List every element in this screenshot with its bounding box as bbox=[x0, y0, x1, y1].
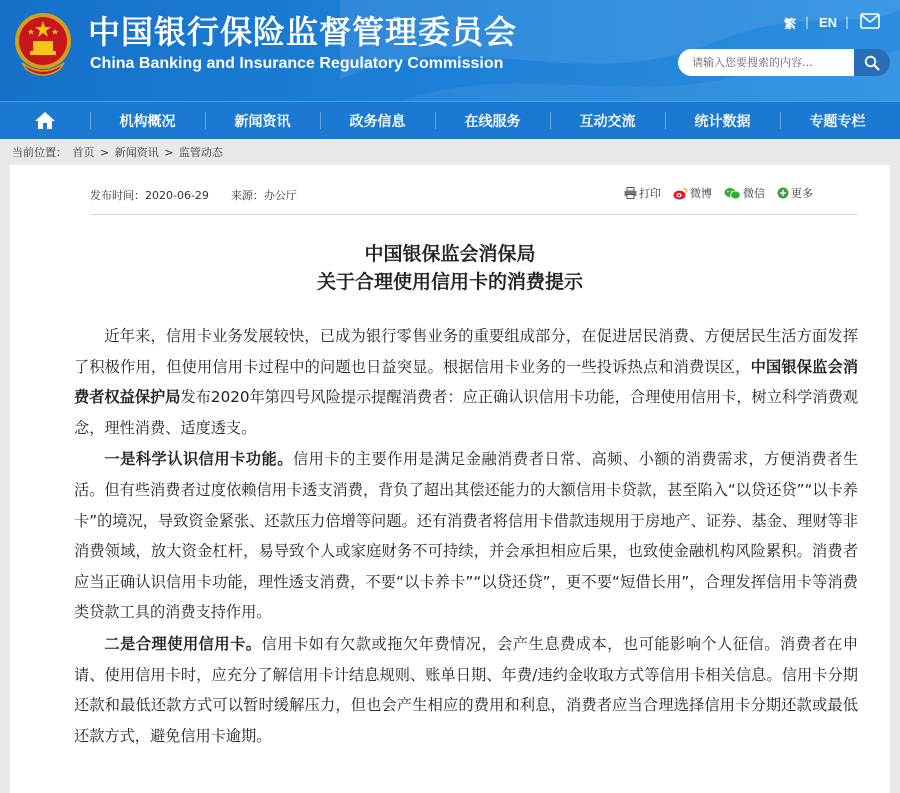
nav-item-statistics[interactable]: 统计数据 bbox=[665, 102, 780, 139]
breadcrumb-current[interactable]: 监管动态 bbox=[178, 146, 223, 159]
search-button[interactable] bbox=[854, 49, 890, 76]
meta-divider bbox=[90, 214, 858, 215]
print-button[interactable] bbox=[624, 185, 661, 201]
english-link[interactable]: EN bbox=[819, 15, 838, 30]
mail-icon[interactable] bbox=[860, 13, 880, 29]
share-toolbar bbox=[624, 185, 825, 201]
breadcrumb bbox=[12, 144, 225, 160]
nav-item-government-info[interactable]: 政务信息 bbox=[320, 102, 435, 139]
source-label: 来源： bbox=[230, 189, 264, 202]
article-paragraph: 一是科学认识信用卡功能。信用卡的主要作用是满足金融消费者日常、高频、小额的消费需求，方便消费者生活。但有些消费者过度依赖信用卡透支消费，背负了超出其偿还能力的大额信用卡贷款，甚至陷入“以贷还贷”“以卡养卡”的境况，导致资金紧张、还款压力倍增等问题。还有消费者将信用卡借款违规用于房地产、证券、基金、理财等非消费领域，放大资金杠杆，易导致个人或家庭财务不可持续，并会承担相应后果，也致使金融机构风险累积。消费者应当正确认识信用卡功能，理性透支消费，不要“以卡养卡”“以贷还贷”，更不要“短借长用”，合理发挥信用卡等消费类贷款工具的消费支持作用。 bbox=[74, 450, 859, 622]
nav-home[interactable] bbox=[0, 102, 90, 139]
language-separator: | bbox=[845, 15, 850, 29]
traditional-chinese-link[interactable]: 繁 bbox=[784, 17, 797, 31]
article-title-line2: 关于合理使用信用卡的消费提示 bbox=[316, 271, 583, 293]
nav-item-news[interactable]: 新闻资讯 bbox=[205, 102, 320, 139]
more-label: 更多 bbox=[791, 187, 813, 200]
breadcrumb-home[interactable]: 首页 bbox=[72, 146, 95, 159]
search-box bbox=[678, 49, 890, 76]
nav-item-topics[interactable]: 专题专栏 bbox=[780, 102, 895, 139]
wechat-label: 微信 bbox=[743, 187, 765, 200]
search-input[interactable] bbox=[678, 49, 856, 76]
national-emblem-icon bbox=[12, 9, 74, 79]
printer-icon bbox=[624, 187, 637, 199]
nav-item-online-services[interactable]: 在线服务 bbox=[435, 102, 550, 139]
breadcrumb-separator: > bbox=[100, 146, 110, 159]
share-wechat-button[interactable] bbox=[724, 185, 765, 201]
nav-item-interaction[interactable]: 互动交流 bbox=[550, 102, 665, 139]
print-label: 打印 bbox=[639, 187, 661, 200]
main-nav bbox=[0, 101, 900, 139]
plus-circle-icon bbox=[777, 187, 789, 199]
publish-label: 发布时间： bbox=[90, 189, 145, 202]
article-panel bbox=[10, 165, 890, 793]
wechat-icon bbox=[724, 187, 741, 200]
weibo-label: 微博 bbox=[690, 187, 712, 200]
article-paragraph: 近年来，信用卡业务发展较快，已成为银行零售业务的重要组成部分，在促进居民消费、方便居民生活方面发挥了积极作用，但使用信用卡过程中的问题也日益突显。根据信用卡业务的一些投诉热点和消费误区，中国银保监会消费者权益保护局发布2020年第四号风险提示提醒消费者：应正确认识信用卡功能，合理使用信用卡，树立科学消费观念，理性消费、适度透支。 bbox=[74, 327, 859, 437]
breadcrumb-prefix: 当前位置： bbox=[12, 146, 67, 159]
section-heading: 一是科学认识信用卡功能。 bbox=[104, 450, 293, 469]
article-body bbox=[74, 321, 858, 751]
section-heading: 二是合理使用信用卡。 bbox=[104, 634, 262, 653]
site-title-chinese: 中国银行保险监督管理委员会 bbox=[88, 13, 518, 51]
weibo-icon bbox=[673, 187, 688, 200]
publish-date: 2020-06-29 bbox=[145, 189, 209, 202]
article-paragraph: 二是合理使用信用卡。信用卡如有欠款或拖欠年费情况，会产生息费成本，也可能影响个人征信。消费者在申请、使用信用卡时，应充分了解信用卡计结息规则、账单日期、年费/违约金收取方式等信用卡相关信息。信用卡分期还款和最低还款方式可以暂时缓解压力，但也会产生相应的费用和利息，消费者应当合理选择信用卡分期还款或最低还款方式，避免信用卡逾期。 bbox=[74, 634, 859, 745]
site-header bbox=[0, 0, 900, 101]
article-meta bbox=[90, 187, 297, 203]
language-separator: | bbox=[805, 15, 810, 29]
breadcrumb-separator: > bbox=[164, 146, 174, 159]
home-icon bbox=[34, 111, 56, 130]
share-weibo-button[interactable] bbox=[673, 185, 712, 201]
breadcrumb-news[interactable]: 新闻资讯 bbox=[114, 146, 159, 159]
share-more-button[interactable] bbox=[777, 185, 813, 201]
search-icon bbox=[864, 55, 880, 71]
bold-org-name: 中国银保监会消费者权益保护局 bbox=[74, 357, 859, 407]
site-title-english: China Banking and Insurance Regulatory Commission bbox=[90, 55, 504, 72]
article-title-line1: 中国银保监会消保局 bbox=[364, 243, 536, 265]
nav-item-about[interactable]: 机构概况 bbox=[90, 102, 205, 139]
source-value: 办公厅 bbox=[263, 189, 297, 202]
